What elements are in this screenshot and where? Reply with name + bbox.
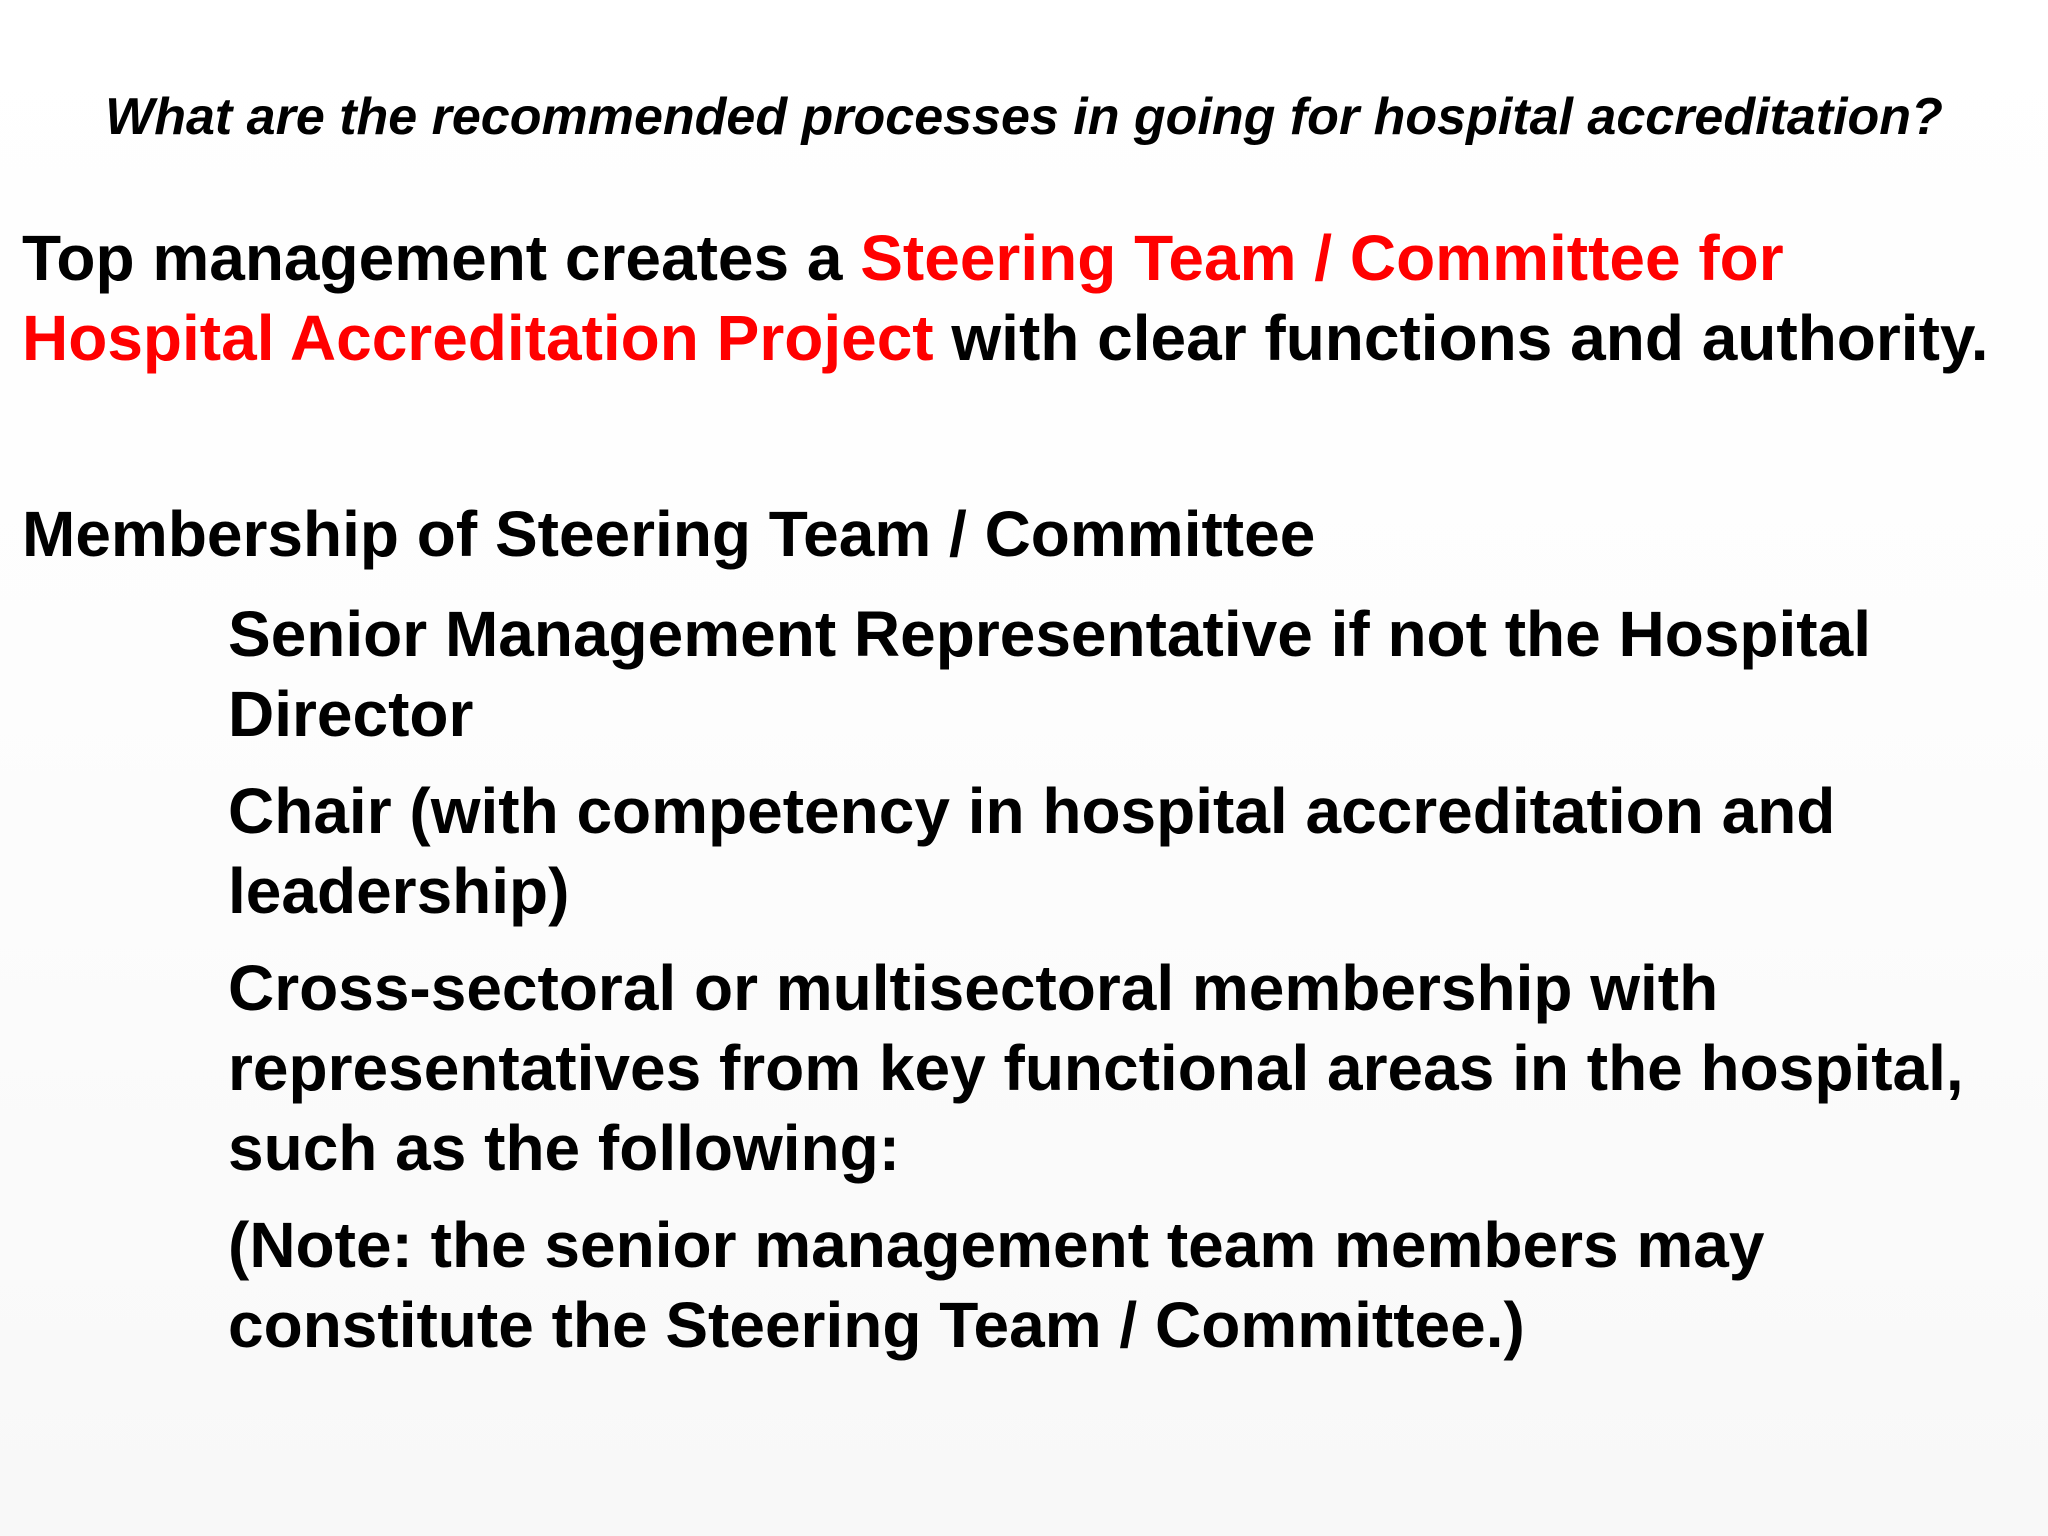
membership-item-line: Cross-sectoral or multisectoral membership with (228, 952, 1719, 1024)
membership-item-note (228, 1205, 2028, 1365)
membership-item-line: representatives from key functional areas in the hospital, (228, 1032, 1964, 1104)
membership-item-line: such as the following: (228, 1112, 901, 1184)
lead-highlight-part-1: Steering Team / Committee for (860, 222, 1784, 294)
lead-text-outro: with clear functions and authority. (933, 302, 1989, 374)
membership-item-line: (Note: the senior management team members may (228, 1209, 1765, 1281)
lead-statement (22, 218, 2032, 378)
membership-item-senior-management (228, 594, 2028, 754)
membership-item-line: Senior Management Representative if not the Hospital (228, 598, 1871, 670)
slide-subtitle: What are the recommended processes in going for hospital accreditation? (105, 88, 1943, 146)
lead-highlight-part-2: Hospital Accreditation Project (22, 302, 934, 374)
membership-item-chair (228, 771, 2028, 931)
membership-list (228, 594, 2028, 1382)
lead-text-intro: Top management creates a (22, 222, 861, 294)
membership-item-line: leadership) (228, 855, 570, 927)
membership-item-line: constitute the Steering Team / Committee.) (228, 1289, 1525, 1361)
lead-line-1 (22, 218, 2032, 298)
membership-item-line: Chair (with competency in hospital accreditation and (228, 775, 1836, 847)
lead-line-2 (22, 298, 2032, 378)
membership-item-cross-sectoral (228, 948, 2028, 1188)
membership-heading: Membership of Steering Team / Committee (22, 498, 1316, 570)
membership-item-line: Director (228, 678, 474, 750)
